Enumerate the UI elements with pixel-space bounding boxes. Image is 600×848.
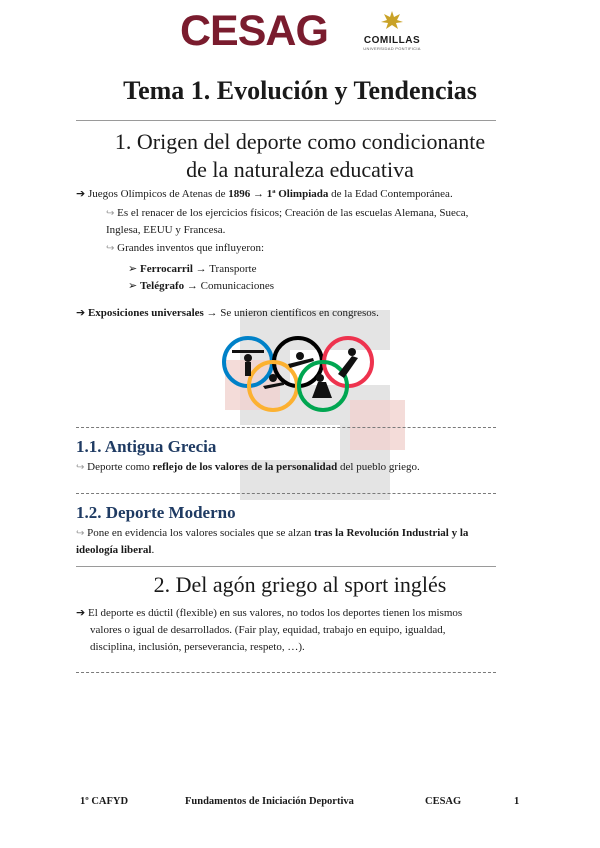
- hook-arrow-icon: ↪: [106, 208, 115, 219]
- footer-page-number: 1: [514, 796, 520, 807]
- text-span: → Transporte: [192, 263, 257, 275]
- arrow-bullet-icon: ➔: [76, 187, 86, 200]
- text-span: → Se unieron científicos en congresos.: [203, 307, 379, 319]
- text-span: →: [250, 188, 267, 200]
- text-span: del pueblo griego.: [337, 461, 420, 473]
- bold-year: 1896: [228, 188, 251, 200]
- bullet-olympics: [76, 185, 526, 203]
- text-span: → Comunicaciones: [184, 280, 274, 292]
- text-span: El deporte es dúctil (flexible) en sus valores, no todos los deportes tienen los mismos: [87, 607, 463, 619]
- subsection-1-2-text: [76, 525, 526, 559]
- sub-bullet-inventos: [106, 240, 526, 257]
- section2-title: 2. Del agón griego al sport inglés: [153, 572, 447, 597]
- section2-paragraph: [76, 604, 526, 656]
- document-title: Tema 1. Evolución y Tendencias: [123, 76, 477, 105]
- dashed-divider: [76, 493, 496, 494]
- divider: [76, 566, 496, 567]
- dashed-divider: [76, 427, 496, 428]
- bold-text: Ferrocarril: [139, 263, 193, 275]
- arrow-bullet-icon: ➔: [76, 306, 86, 319]
- brand-logo: CESAG: [180, 7, 328, 55]
- crest-icon: [379, 10, 405, 30]
- text-span: Pone en evidencia los valores sociales que se alzan: [87, 527, 315, 539]
- dashed-divider: [76, 672, 496, 673]
- hook-arrow-icon: ↪: [76, 462, 85, 473]
- text-span: valores o igual de desarrollados. (Fair play, equidad, trabajo en equipo, igualdad,: [90, 624, 446, 636]
- bold-text: Exposiciones universales: [87, 307, 204, 319]
- university-crest: [362, 10, 422, 51]
- bold-text: ideología liberal: [76, 544, 152, 556]
- hook-arrow-icon: ↪: [106, 243, 115, 254]
- university-name: COMILLAS: [363, 35, 421, 46]
- olympic-rings-illustration: [218, 334, 378, 414]
- list-item-telegrafo: [128, 277, 274, 295]
- bold-text: reflejo de los valores de la personalidad: [152, 461, 338, 473]
- text-span: Grandes inventos que influyeron:: [117, 242, 265, 254]
- text-span: Deporte como: [87, 461, 153, 473]
- bold-text: Telégrafo: [139, 280, 185, 292]
- list-item-ferrocarril: [128, 260, 256, 278]
- footer-school: CESAG: [425, 796, 462, 807]
- text-span: disciplina, inclusión, perseverancia, respeto, …).: [90, 641, 305, 653]
- text-span: Es el renacer de los ejercicios físicos; Creación de las escuelas Alemana, Sueca,: [117, 207, 469, 219]
- section1-title-line1: 1. Origen del deporte como condicionante: [114, 129, 486, 154]
- arrowhead-bullet-icon: ➢: [128, 279, 138, 292]
- text-span: .: [151, 544, 155, 556]
- bold-text: 1ª Olimpiada: [266, 188, 329, 200]
- footer-subject: Fundamentos de Iniciación Deportiva: [185, 796, 354, 807]
- text-span: de la Edad Contemporánea.: [328, 188, 453, 200]
- text-span: Juegos Olímpicos de Atenas de: [87, 188, 229, 200]
- section1-title: [70, 128, 530, 184]
- hook-arrow-icon: ↪: [76, 528, 85, 539]
- subsection-1-1-text: [76, 459, 526, 476]
- footer-course: 1º CAFYD: [80, 796, 129, 807]
- university-subtitle: UNIVERSIDAD PONTIFICIA: [363, 46, 421, 51]
- text-span: Inglesa, EEUU y Francesa.: [106, 224, 226, 236]
- divider: [76, 120, 496, 121]
- arrowhead-bullet-icon: ➢: [128, 262, 138, 275]
- bullet-exposiciones: [76, 304, 526, 322]
- arrow-bullet-icon: ➔: [76, 606, 86, 619]
- subsection-1-2-title: 1.2. Deporte Moderno: [76, 503, 236, 522]
- bold-text: tras la Revolución Industrial y la: [314, 527, 469, 539]
- subsection-1-1-title: 1.1. Antigua Grecia: [76, 437, 217, 456]
- sub-bullet-renacer: [106, 205, 526, 239]
- section1-title-line2: de la naturaleza educativa: [186, 157, 414, 182]
